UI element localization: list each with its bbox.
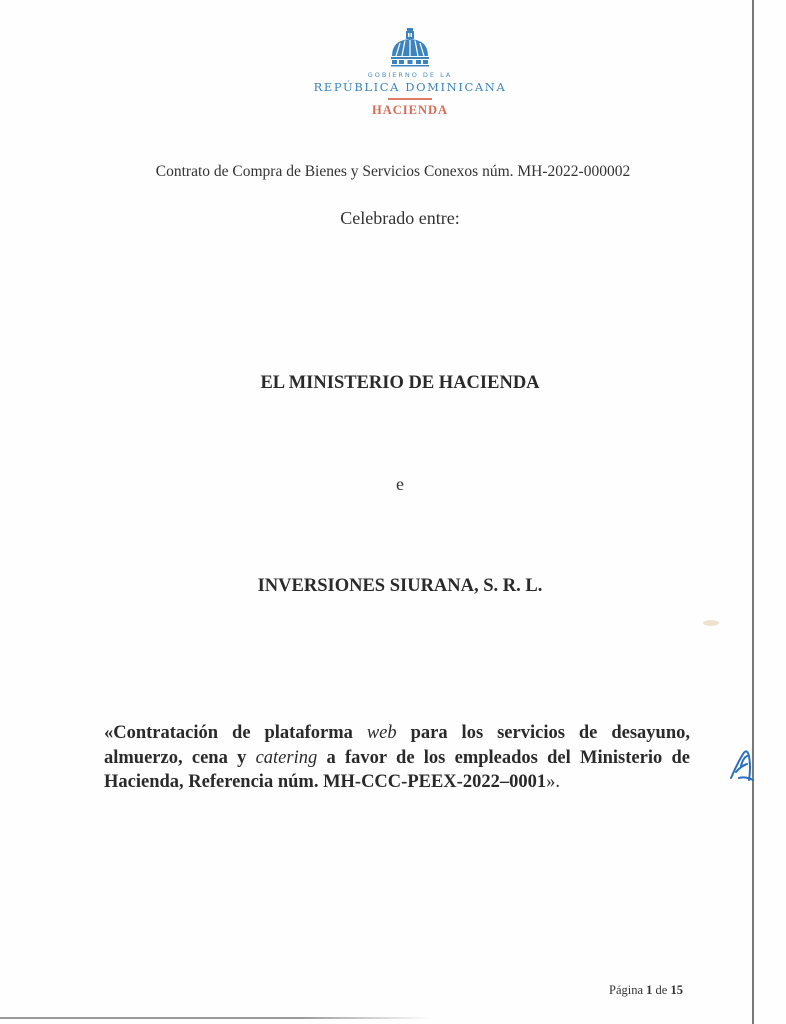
object-part-3: a favor de los empleados del Ministerio de Hacienda, Referencia núm. MH-CCC-PEEX-2022–0001	[104, 747, 690, 792]
celebrated-between: Celebrado entre:	[340, 208, 460, 228]
object-part-1: Contratación de plataforma	[113, 723, 367, 743]
conjunction: e	[396, 474, 404, 494]
of-label: de	[655, 983, 668, 997]
contract-title: Contrato de Compra de Bienes y Servicios Conexos núm. MH-2022-000002	[155, 163, 631, 180]
current-page: 1	[646, 983, 653, 997]
ministry-label: HACIENDA	[371, 103, 449, 117]
page-number	[609, 983, 683, 998]
dome-icon	[388, 28, 432, 68]
republica-label: REPÚBLICA DOMINICANA	[313, 80, 507, 94]
close-quote: ».	[546, 772, 560, 792]
logo-divider	[388, 98, 432, 100]
government-logo	[300, 28, 520, 118]
scan-stain	[703, 620, 719, 626]
scan-bottom-line	[0, 1017, 430, 1019]
gobierno-label: GOBIERNO DE LA	[367, 71, 453, 79]
open-quote: «	[104, 723, 114, 743]
object-italic-catering: catering	[255, 747, 318, 768]
contract-object	[104, 721, 690, 795]
party-two: INVERSIONES SIURANA, S. R. L.	[257, 576, 543, 596]
party-one: EL MINISTERIO DE HACIENDA	[260, 373, 540, 393]
handwritten-initials-icon	[727, 744, 757, 788]
total-pages: 15	[670, 983, 683, 997]
page-label: Página	[609, 983, 644, 997]
object-part-2: para los servicios de desayuno, almuerzo, cena y	[104, 723, 690, 768]
scan-margin-line	[752, 0, 754, 1024]
object-italic-web: web	[366, 723, 397, 743]
